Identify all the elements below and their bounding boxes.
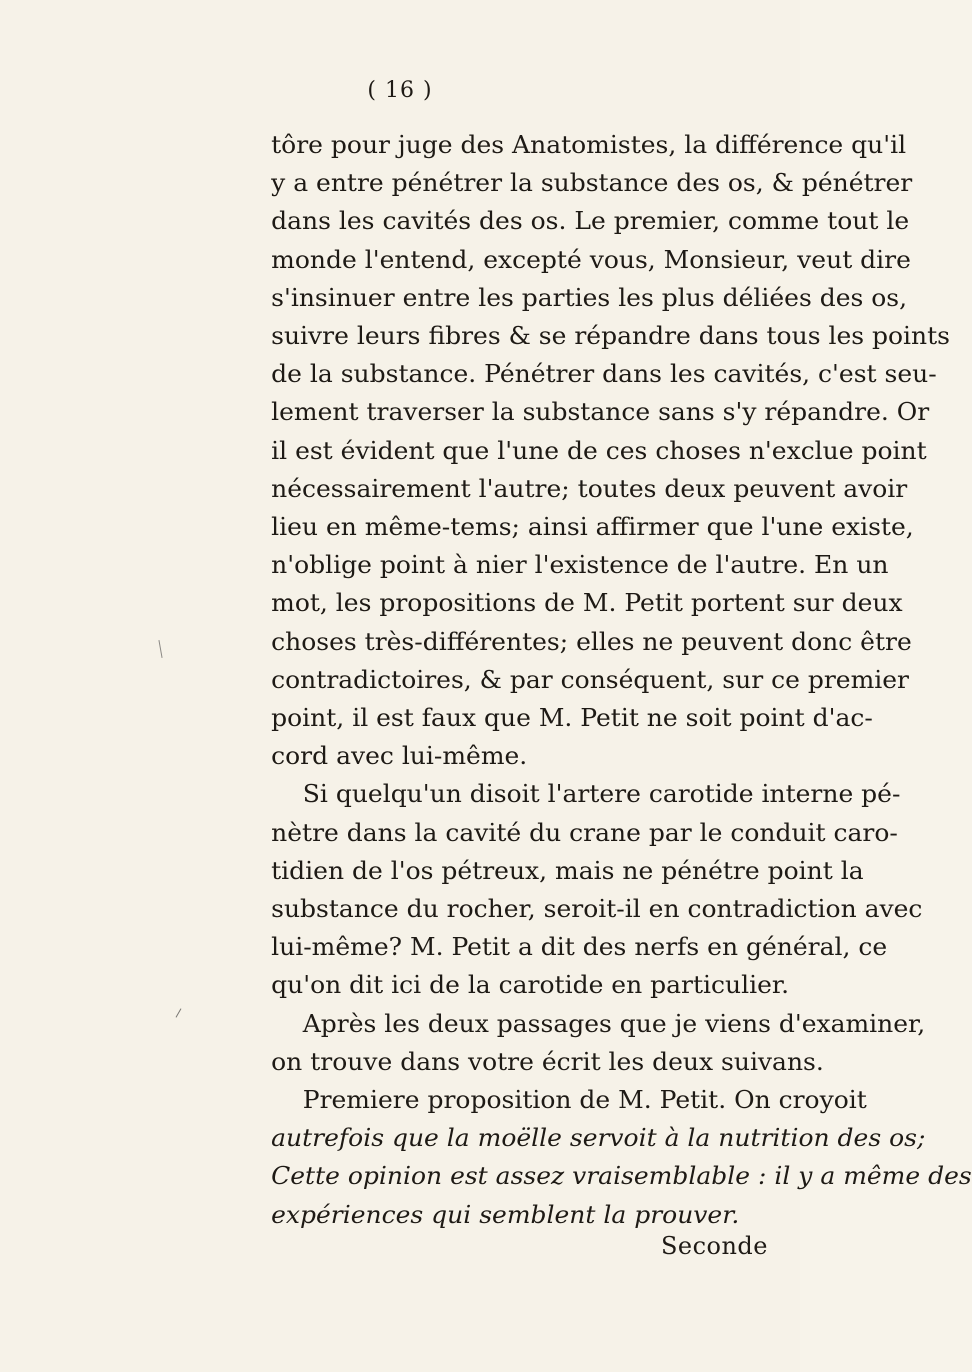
text-line: lement traverser la substance sans s'y répandre. Or bbox=[271, 397, 930, 427]
text-line: il est évident que l'une de ces choses n'exclue point bbox=[271, 435, 927, 465]
page-number: ( 16 ) bbox=[367, 78, 433, 103]
body-text bbox=[271, 126, 972, 1234]
text-line: s'insinuer entre les parties les plus déliées des os, bbox=[271, 282, 908, 312]
paragraph-3 bbox=[271, 1005, 926, 1081]
text-line: tidien de l'os pétreux, mais ne pénétre point la bbox=[271, 855, 864, 885]
text-line: expériences qui semblent la prouver. bbox=[271, 1199, 740, 1229]
text-line: n'oblige point à nier l'existence de l'autre. En un bbox=[271, 550, 889, 580]
text-line: tôre pour juge des Anatomistes, la différence qu'il bbox=[271, 130, 907, 159]
text-line: dans les cavités des os. Le premier, comme tout le bbox=[271, 206, 910, 236]
text-line: lieu en même-tems; ainsi affirmer que l'une existe, bbox=[271, 512, 914, 542]
paragraph-4 bbox=[271, 1081, 972, 1234]
text-line: substance du rocher, seroit-il en contradiction avec bbox=[271, 894, 923, 924]
text-line: de la substance. Pénétrer dans les cavités, c'est seu- bbox=[271, 359, 937, 389]
print-mark bbox=[158, 640, 162, 658]
text-line: point, il est faux que M. Petit ne soit point d'ac- bbox=[271, 703, 873, 733]
print-mark bbox=[176, 1008, 182, 1017]
catchword: Seconde bbox=[660, 1232, 768, 1260]
paragraph-1 bbox=[271, 126, 951, 775]
text-line: choses très-différentes; elles ne peuvent donc être bbox=[271, 626, 912, 656]
text-line: nécessairement l'autre; toutes deux peuvent avoir bbox=[271, 473, 908, 503]
paragraph-2 bbox=[271, 775, 923, 1004]
text-line: cord avec lui-même. bbox=[271, 741, 528, 771]
text-line: mot, les propositions de M. Petit portent sur deux bbox=[271, 588, 903, 618]
text-line: qu'on dit ici de la carotide en particulier. bbox=[271, 970, 790, 1000]
text-line: suivre leurs fibres & se répandre dans tous les points bbox=[271, 321, 951, 351]
text-line: Après les deux passages que je viens d'examiner, bbox=[302, 1008, 926, 1038]
text-line: contradictoires, & par conséquent, sur ce premier bbox=[271, 664, 910, 694]
text-line: lui-même? M. Petit a dit des nerfs en général, ce bbox=[271, 932, 888, 962]
text-line: nètre dans la cavité du crane par le conduit caro- bbox=[271, 817, 898, 847]
text-line: Premiere proposition de M. Petit. On croyoit bbox=[302, 1085, 867, 1115]
text-line: y a entre pénétrer la substance des os, & pénétrer bbox=[271, 168, 913, 198]
text-line: Si quelqu'un disoit l'artere carotide interne pé- bbox=[302, 779, 901, 809]
text-line: on trouve dans votre écrit les deux suivans. bbox=[271, 1046, 824, 1076]
text-line: Cette opinion est assez vraisemblable : il y a même des bbox=[271, 1161, 972, 1191]
text-line: monde l'entend, excepté vous, Monsieur, veut dire bbox=[271, 244, 911, 274]
text-line: autrefois que la moëlle servoit à la nutrition des os; bbox=[271, 1123, 926, 1153]
